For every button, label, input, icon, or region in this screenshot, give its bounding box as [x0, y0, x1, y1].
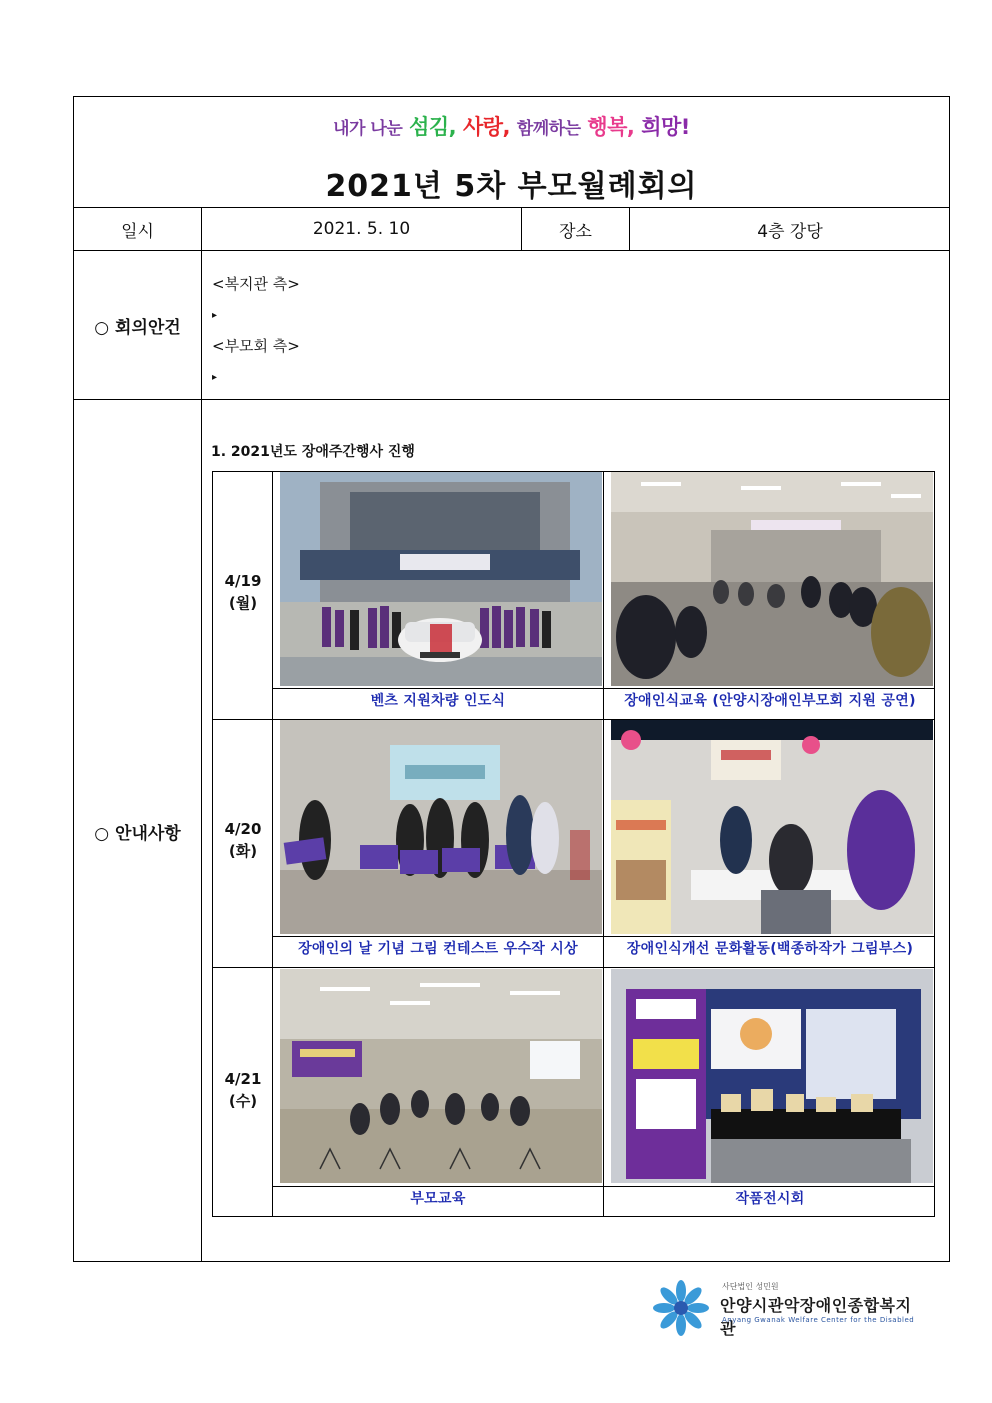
date-label: 일시: [121, 221, 154, 242]
date-value: 2021. 5. 10: [312, 219, 411, 239]
caption-day2-left: 장애인의 날 기념 그림 컨테스트 우수작 시상: [298, 941, 578, 957]
welfare-center-logo: [650, 1278, 920, 1338]
slogan-word-2: 사랑,: [462, 115, 510, 139]
photo-parent-education: [280, 969, 602, 1183]
weekday-text: (월): [228, 594, 258, 612]
divider: [272, 936, 934, 937]
day-3-date: [213, 1068, 273, 1112]
slogan-word-4: 희망!: [641, 115, 690, 139]
caption-day3-left: 부모교육: [410, 1191, 466, 1207]
agenda-bullet: ▸: [212, 310, 218, 321]
logo-english-name: Anyang Gwanak Welfare Center for the Disabled: [722, 1316, 915, 1324]
weekday-text: (수): [228, 1092, 258, 1110]
document-frame: [73, 96, 950, 1262]
slogan-middle: 함께하는: [516, 119, 581, 139]
page-title: 2021년 5차 부모월례회의: [325, 169, 698, 204]
agenda-content: [212, 269, 300, 393]
photo-awareness-education: [611, 472, 933, 686]
slogan-prefix: 내가 나눈: [333, 119, 403, 139]
notice-label: ○ 안내사항: [94, 823, 181, 844]
caption-day1-right: 장애인식교육 (안양시장애인부모회 지원 공연): [624, 693, 916, 709]
slogan-word-3: 행복,: [587, 115, 635, 139]
date-text: 4/20: [224, 820, 262, 838]
divider: [603, 472, 604, 1216]
divider: [272, 1186, 934, 1187]
date-text: 4/19: [224, 572, 262, 590]
logo-subtitle: 사단법인 성민원: [722, 1282, 779, 1291]
caption-day2-right: 장애인식개선 문화활동(백종하작가 그림부스): [626, 941, 914, 957]
divider: [74, 399, 949, 400]
date-text: 4/21: [224, 1070, 262, 1088]
photo-car-ceremony: [280, 472, 602, 686]
place-value: 4층 강당: [757, 221, 823, 242]
caption-day1-left: 벤츠 지원차량 인도식: [370, 693, 506, 709]
day-2-date: [213, 818, 273, 862]
divider: [74, 250, 949, 251]
slogan-word-1: 섬김,: [409, 115, 457, 139]
agenda-bullet: ▸: [212, 372, 218, 383]
weekday-text: (화): [228, 842, 258, 860]
logo-name: 안양시관악장애인종합복지관: [720, 1296, 912, 1338]
photo-art-booth: [611, 720, 933, 934]
divider: [213, 967, 934, 968]
divider: [272, 688, 934, 689]
photo-drawing-contest-award: [280, 720, 602, 934]
divider: [201, 207, 202, 1261]
agenda-parents-side: <부모회 측>: [212, 337, 300, 355]
flower-emblem-icon: [650, 1278, 712, 1338]
caption-day3-right: 작품전시회: [735, 1191, 805, 1207]
agenda-label: ○ 회의안건: [94, 317, 181, 338]
day-1-date: [213, 570, 273, 614]
slogan: [74, 111, 949, 141]
section-title: 1. 2021년도 장애주간행사 진행: [211, 444, 415, 460]
event-photo-grid: [212, 471, 935, 1217]
place-label: 장소: [559, 221, 592, 242]
agenda-welfare-side: <복지관 측>: [212, 275, 300, 293]
photo-art-exhibition: [611, 969, 933, 1183]
